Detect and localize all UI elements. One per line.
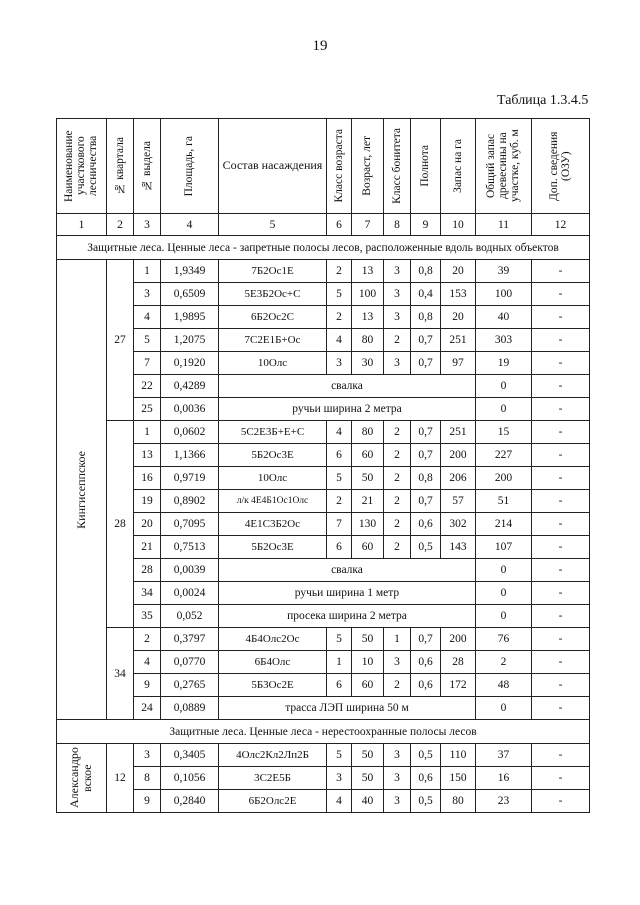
area-cell: 0,7095	[161, 513, 219, 536]
table-row	[57, 605, 590, 628]
area-cell: 0,0602	[161, 421, 219, 444]
age-cell: 80	[352, 329, 384, 352]
ozu-cell: -	[532, 306, 590, 329]
total-cell: 15	[476, 421, 532, 444]
age-class-cell: 5	[327, 744, 352, 767]
note-cell: ручьи ширина 2 метра	[219, 398, 476, 421]
lesnichestvo-cell	[57, 260, 107, 720]
sostav-cell: 4Б4Олс2Ос	[219, 628, 327, 651]
column-number: 9	[411, 214, 441, 236]
ozu-cell: -	[532, 674, 590, 697]
zapas-cell: 57	[441, 490, 476, 513]
total-cell: 40	[476, 306, 532, 329]
bonitet-cell: 3	[384, 767, 411, 790]
vydel-cell: 1	[134, 421, 161, 444]
ozu-cell: -	[532, 490, 590, 513]
bonitet-cell: 2	[384, 490, 411, 513]
zapas-cell: 28	[441, 651, 476, 674]
ozu-cell: -	[532, 605, 590, 628]
table-row	[57, 559, 590, 582]
age-class-cell: 2	[327, 306, 352, 329]
bonitet-cell: 3	[384, 651, 411, 674]
header-zapas: Запас на га	[441, 119, 476, 214]
sostav-cell: 7Б2Ос1Е	[219, 260, 327, 283]
header-area: Площадь, га	[161, 119, 219, 214]
table-row	[57, 651, 590, 674]
area-cell: 0,3405	[161, 744, 219, 767]
age-cell: 30	[352, 352, 384, 375]
age-cell: 80	[352, 421, 384, 444]
column-number: 12	[532, 214, 590, 236]
table-row	[57, 398, 590, 421]
bonitet-cell: 2	[384, 444, 411, 467]
ozu-cell: -	[532, 283, 590, 306]
polnota-cell: 0,7	[411, 329, 441, 352]
age-class-cell: 5	[327, 628, 352, 651]
vydel-cell: 7	[134, 352, 161, 375]
vydel-cell: 34	[134, 582, 161, 605]
total-cell: 0	[476, 605, 532, 628]
table-row	[57, 628, 590, 651]
vydel-cell: 4	[134, 306, 161, 329]
age-class-cell: 2	[327, 260, 352, 283]
zapas-cell: 80	[441, 790, 476, 813]
total-cell: 214	[476, 513, 532, 536]
age-class-cell: 7	[327, 513, 352, 536]
polnota-cell: 0,5	[411, 744, 441, 767]
polnota-cell: 0,8	[411, 260, 441, 283]
age-cell: 10	[352, 651, 384, 674]
zapas-cell: 20	[441, 306, 476, 329]
bonitet-cell: 2	[384, 536, 411, 559]
header-ozu: Доп. сведения (ОЗУ)	[532, 119, 590, 214]
vydel-cell: 8	[134, 767, 161, 790]
ozu-cell: -	[532, 467, 590, 490]
polnota-cell: 0,7	[411, 628, 441, 651]
area-cell: 0,7513	[161, 536, 219, 559]
polnota-cell: 0,8	[411, 306, 441, 329]
ozu-cell: -	[532, 767, 590, 790]
age-cell: 21	[352, 490, 384, 513]
age-cell: 50	[352, 767, 384, 790]
total-cell: 51	[476, 490, 532, 513]
table-row	[57, 467, 590, 490]
column-number: 1	[57, 214, 107, 236]
total-cell: 19	[476, 352, 532, 375]
ozu-cell: -	[532, 375, 590, 398]
vydel-cell: 28	[134, 559, 161, 582]
bonitet-cell: 3	[384, 744, 411, 767]
bonitet-cell: 3	[384, 352, 411, 375]
ozu-cell: -	[532, 536, 590, 559]
quarter-cell: 27	[107, 260, 134, 421]
zapas-cell: 302	[441, 513, 476, 536]
total-cell: 37	[476, 744, 532, 767]
total-cell: 200	[476, 467, 532, 490]
table-title: Таблица 1.3.4.5	[497, 93, 589, 108]
sostav-cell: л/к 4Е4Б1Ос1Олс	[219, 490, 327, 513]
sostav-cell: 10Олс	[219, 467, 327, 490]
forest-table	[56, 118, 590, 813]
section-title: Защитные леса. Ценные леса - нерестоохранные полосы лесов	[57, 720, 590, 744]
column-number: 7	[352, 214, 384, 236]
age-class-cell: 5	[327, 283, 352, 306]
note-cell: свалка	[219, 375, 476, 398]
column-number: 6	[327, 214, 352, 236]
quarter-cell: 34	[107, 628, 134, 720]
area-cell: 1,9895	[161, 306, 219, 329]
ozu-cell: -	[532, 260, 590, 283]
total-cell: 48	[476, 674, 532, 697]
area-cell: 1,1366	[161, 444, 219, 467]
vydel-cell: 4	[134, 651, 161, 674]
section-title-row	[57, 236, 590, 260]
sostav-cell: 6Б4Олс	[219, 651, 327, 674]
total-cell: 0	[476, 398, 532, 421]
polnota-cell: 0,7	[411, 352, 441, 375]
age-class-cell: 6	[327, 444, 352, 467]
polnota-cell: 0,7	[411, 490, 441, 513]
bonitet-cell: 3	[384, 260, 411, 283]
age-cell: 60	[352, 536, 384, 559]
ozu-cell: -	[532, 513, 590, 536]
age-cell: 60	[352, 674, 384, 697]
ozu-cell: -	[532, 697, 590, 720]
area-cell: 0,052	[161, 605, 219, 628]
bonitet-cell: 2	[384, 674, 411, 697]
header-total: Общий запас древесины на участке, куб. м	[476, 119, 532, 214]
column-number-row	[57, 214, 590, 236]
lesnichestvo-cell	[57, 744, 107, 813]
polnota-cell: 0,6	[411, 767, 441, 790]
age-cell: 50	[352, 628, 384, 651]
lesnichestvo-name: Кингисеппское	[73, 450, 88, 529]
header-vydel: № выдела	[134, 119, 161, 214]
zapas-cell: 153	[441, 283, 476, 306]
ozu-cell: -	[532, 628, 590, 651]
zapas-cell: 251	[441, 329, 476, 352]
section-title-row	[57, 720, 590, 744]
age-cell: 13	[352, 306, 384, 329]
header-quarter: № квартала	[107, 119, 134, 214]
total-cell: 39	[476, 260, 532, 283]
total-cell: 2	[476, 651, 532, 674]
age-cell: 130	[352, 513, 384, 536]
table-row	[57, 744, 590, 767]
polnota-cell: 0,7	[411, 444, 441, 467]
area-cell: 0,0889	[161, 697, 219, 720]
area-cell: 1,2075	[161, 329, 219, 352]
header-polnota: Полнота	[411, 119, 441, 214]
area-cell: 0,1056	[161, 767, 219, 790]
age-cell: 40	[352, 790, 384, 813]
age-class-cell: 2	[327, 490, 352, 513]
zapas-cell: 20	[441, 260, 476, 283]
header-sostav: Состав насаждения	[219, 119, 327, 214]
table-row	[57, 513, 590, 536]
area-cell: 0,2840	[161, 790, 219, 813]
zapas-cell: 251	[441, 421, 476, 444]
column-number: 11	[476, 214, 532, 236]
area-cell: 0,0036	[161, 398, 219, 421]
total-cell: 0	[476, 582, 532, 605]
area-cell: 1,9349	[161, 260, 219, 283]
table-row	[57, 790, 590, 813]
ozu-cell: -	[532, 559, 590, 582]
table-row	[57, 444, 590, 467]
ozu-cell: -	[532, 582, 590, 605]
total-cell: 0	[476, 375, 532, 398]
note-cell: свалка	[219, 559, 476, 582]
bonitet-cell: 3	[384, 790, 411, 813]
table-row	[57, 582, 590, 605]
polnota-cell: 0,8	[411, 467, 441, 490]
zapas-cell: 200	[441, 444, 476, 467]
age-cell: 13	[352, 260, 384, 283]
header-row	[57, 119, 590, 214]
table-row	[57, 306, 590, 329]
vydel-cell: 2	[134, 628, 161, 651]
column-number: 4	[161, 214, 219, 236]
vydel-cell: 21	[134, 536, 161, 559]
note-cell: просека ширина 2 метра	[219, 605, 476, 628]
age-class-cell: 5	[327, 467, 352, 490]
sostav-cell: 5С2Е3Б+Е+С	[219, 421, 327, 444]
page-number: 19	[312, 38, 328, 54]
total-cell: 23	[476, 790, 532, 813]
bonitet-cell: 2	[384, 513, 411, 536]
column-number: 5	[219, 214, 327, 236]
ozu-cell: -	[532, 444, 590, 467]
age-class-cell: 1	[327, 651, 352, 674]
bonitet-cell: 2	[384, 329, 411, 352]
total-cell: 100	[476, 283, 532, 306]
zapas-cell: 110	[441, 744, 476, 767]
area-cell: 0,0039	[161, 559, 219, 582]
quarter-cell: 28	[107, 421, 134, 628]
zapas-cell: 97	[441, 352, 476, 375]
sostav-cell: 3С2Е5Б	[219, 767, 327, 790]
ozu-cell: -	[532, 421, 590, 444]
bonitet-cell: 3	[384, 283, 411, 306]
zapas-cell: 206	[441, 467, 476, 490]
lesnichestvo-name: Александро вское	[67, 747, 95, 809]
column-number: 3	[134, 214, 161, 236]
age-class-cell: 6	[327, 536, 352, 559]
table-row	[57, 352, 590, 375]
total-cell: 227	[476, 444, 532, 467]
table-row	[57, 283, 590, 306]
age-class-cell: 4	[327, 790, 352, 813]
table-row	[57, 375, 590, 398]
table-row	[57, 767, 590, 790]
total-cell: 107	[476, 536, 532, 559]
sostav-cell: 7С2Е1Б+Ос	[219, 329, 327, 352]
vydel-cell: 9	[134, 674, 161, 697]
ozu-cell: -	[532, 352, 590, 375]
age-cell: 60	[352, 444, 384, 467]
table-row	[57, 421, 590, 444]
sostav-cell: 4Олс2Кл2Лп2Б	[219, 744, 327, 767]
zapas-cell: 172	[441, 674, 476, 697]
area-cell: 0,0770	[161, 651, 219, 674]
header-lesnichestvo: Наименование участкового лесничества	[57, 119, 107, 214]
area-cell: 0,8902	[161, 490, 219, 513]
ozu-cell: -	[532, 329, 590, 352]
polnota-cell: 0,7	[411, 421, 441, 444]
area-cell: 0,0024	[161, 582, 219, 605]
sostav-cell: 6Б2Ос2С	[219, 306, 327, 329]
table-row	[57, 674, 590, 697]
column-number: 2	[107, 214, 134, 236]
zapas-cell: 150	[441, 767, 476, 790]
area-cell: 0,4289	[161, 375, 219, 398]
area-cell: 0,1920	[161, 352, 219, 375]
ozu-cell: -	[532, 744, 590, 767]
area-cell: 0,9719	[161, 467, 219, 490]
age-class-cell: 4	[327, 329, 352, 352]
total-cell: 76	[476, 628, 532, 651]
header-age: Возраст, лет	[352, 119, 384, 214]
ozu-cell: -	[532, 651, 590, 674]
sostav-cell: 10Олс	[219, 352, 327, 375]
table-row	[57, 490, 590, 513]
bonitet-cell: 2	[384, 467, 411, 490]
bonitet-cell: 1	[384, 628, 411, 651]
total-cell: 16	[476, 767, 532, 790]
header-age-class: Класс возраста	[327, 119, 352, 214]
age-class-cell: 3	[327, 767, 352, 790]
ozu-cell: -	[532, 790, 590, 813]
zapas-cell: 143	[441, 536, 476, 559]
quarter-cell: 12	[107, 744, 134, 813]
polnota-cell: 0,6	[411, 651, 441, 674]
vydel-cell: 16	[134, 467, 161, 490]
table-row	[57, 260, 590, 283]
age-cell: 50	[352, 467, 384, 490]
polnota-cell: 0,4	[411, 283, 441, 306]
sostav-cell: 4Е1С3Б2Ос	[219, 513, 327, 536]
vydel-cell: 3	[134, 283, 161, 306]
column-number: 8	[384, 214, 411, 236]
total-cell: 303	[476, 329, 532, 352]
area-cell: 0,2765	[161, 674, 219, 697]
area-cell: 0,3797	[161, 628, 219, 651]
header-bonitet: Класс бонитета	[384, 119, 411, 214]
sostav-cell: 6Б2Олс2Е	[219, 790, 327, 813]
area-cell: 0,6509	[161, 283, 219, 306]
vydel-cell: 13	[134, 444, 161, 467]
ozu-cell: -	[532, 398, 590, 421]
vydel-cell: 5	[134, 329, 161, 352]
vydel-cell: 9	[134, 790, 161, 813]
vydel-cell: 22	[134, 375, 161, 398]
table-row	[57, 697, 590, 720]
age-cell: 50	[352, 744, 384, 767]
age-class-cell: 4	[327, 421, 352, 444]
vydel-cell: 3	[134, 744, 161, 767]
vydel-cell: 35	[134, 605, 161, 628]
vydel-cell: 25	[134, 398, 161, 421]
note-cell: трасса ЛЭП ширина 50 м	[219, 697, 476, 720]
polnota-cell: 0,6	[411, 513, 441, 536]
vydel-cell: 19	[134, 490, 161, 513]
table-row	[57, 329, 590, 352]
sostav-cell: 5Б2Ос3Е	[219, 536, 327, 559]
sostav-cell: 5Б3Ос2Е	[219, 674, 327, 697]
vydel-cell: 1	[134, 260, 161, 283]
bonitet-cell: 3	[384, 306, 411, 329]
age-class-cell: 3	[327, 352, 352, 375]
polnota-cell: 0,5	[411, 536, 441, 559]
age-class-cell: 6	[327, 674, 352, 697]
zapas-cell: 200	[441, 628, 476, 651]
polnota-cell: 0,5	[411, 790, 441, 813]
total-cell: 0	[476, 697, 532, 720]
section-title: Защитные леса. Ценные леса - запретные полосы лесов, расположенные вдоль водных объектов	[57, 236, 590, 260]
note-cell: ручьи ширина 1 метр	[219, 582, 476, 605]
polnota-cell: 0,6	[411, 674, 441, 697]
total-cell: 0	[476, 559, 532, 582]
sostav-cell: 5Б2Ос3Е	[219, 444, 327, 467]
age-cell: 100	[352, 283, 384, 306]
vydel-cell: 20	[134, 513, 161, 536]
sostav-cell: 5Е3Б2Ос+С	[219, 283, 327, 306]
vydel-cell: 24	[134, 697, 161, 720]
column-number: 10	[441, 214, 476, 236]
bonitet-cell: 2	[384, 421, 411, 444]
table-row	[57, 536, 590, 559]
